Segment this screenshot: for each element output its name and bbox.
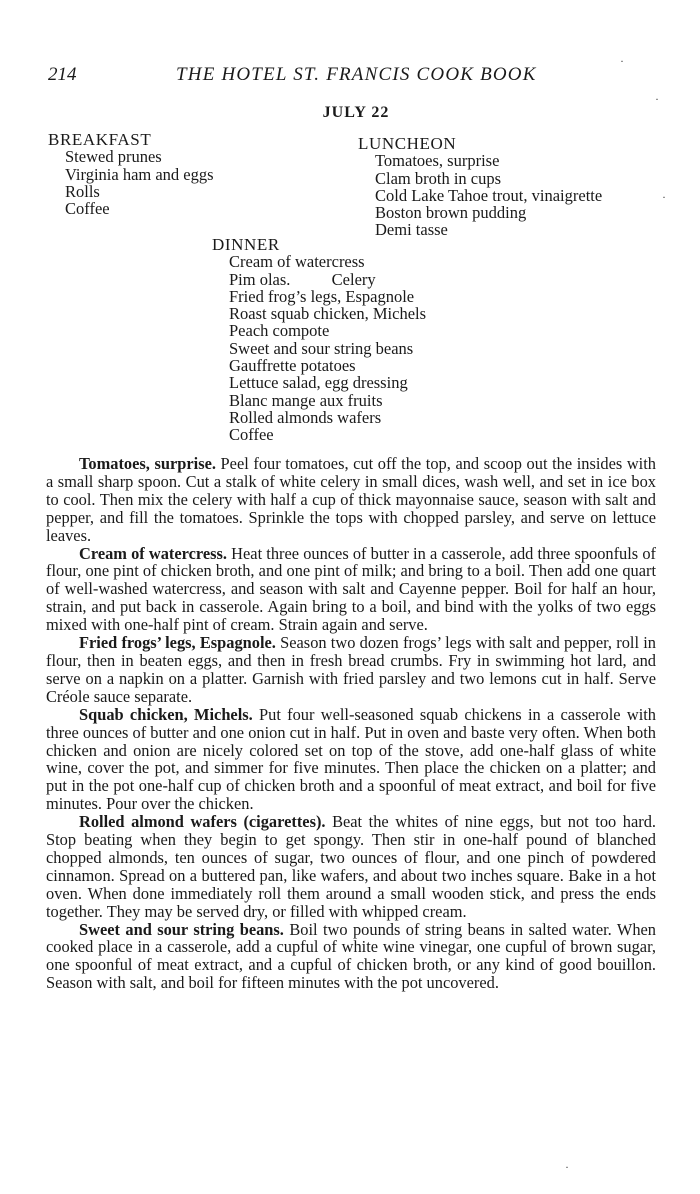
book-title: THE HOTEL ST. FRANCIS COOK BOOK <box>176 64 537 85</box>
dinner-items <box>212 253 426 443</box>
recipe-section <box>46 455 656 992</box>
menu-item: Roast squab chicken, Michels <box>229 304 427 324</box>
menu-item: Cream of watercress <box>229 252 365 272</box>
menu-item: Demi tasse <box>375 220 448 240</box>
recipe-text: Season two dozen frogs’ legs with salt and pepper, roll in flour, then in beaten eggs, and then in fresh bread crumbs. Fry in swimming hot lard, and serve on a napkin on a platter. Garnish with fried parsley and two lemons cut in half. Serve Créole sauce separate. <box>46 633 656 706</box>
running-header <box>48 64 658 92</box>
recipe-paragraph <box>46 634 656 706</box>
menu-item: Tomatoes, surprise <box>375 151 500 171</box>
speck-mark: · <box>655 92 659 106</box>
luncheon-items <box>358 152 602 238</box>
recipe-title: Tomatoes, surprise. <box>79 454 216 473</box>
recipe-paragraph <box>46 545 656 635</box>
dinner-heading: DINNER <box>212 235 280 254</box>
menu-item: Virginia ham and eggs <box>65 164 214 184</box>
recipe-paragraph <box>46 455 656 545</box>
page-number: 214 <box>48 64 77 85</box>
recipe-title: Rolled almond wafers (cigarettes). <box>79 812 326 832</box>
dinner-menu <box>212 236 426 444</box>
breakfast-menu <box>48 131 214 217</box>
recipe-paragraph <box>46 813 656 920</box>
menu-item: Peach compote <box>229 321 330 341</box>
luncheon-menu <box>358 135 602 239</box>
recipe-text: Beat the whites of nine eggs, but not too hard. Stop beating when they begin to get spongy. Then stir in one-half pound of blanched chopped almonds, ten ounces of sugar, two ounces of flour, and one pinch of powdered cinnamon. Spread on a buttered pan, like wafers, and about two inches square. Bake in a hot oven. When done immediately roll them around a small wooden stick, and press the ends together. They may be served dry, or filled with whipped cream. <box>46 812 656 921</box>
speck-mark: · <box>565 1160 569 1174</box>
recipe-paragraph <box>46 921 656 993</box>
recipe-title: Fried frogs’ legs, Espagnole. <box>79 633 276 653</box>
menu-item: Pim olas. Celery <box>229 269 376 289</box>
recipe-title: Squab chicken, Michels. <box>79 704 253 724</box>
menu-item: Boston brown pudding <box>375 203 527 223</box>
menu-item: Lettuce salad, egg dressing <box>229 373 408 393</box>
menu-item: Coffee <box>229 425 274 445</box>
speck-mark: · <box>620 54 624 68</box>
menu-item: Gauffrette potatoes <box>229 356 356 376</box>
recipe-title: Cream of watercress. <box>79 543 228 563</box>
recipe-text: Heat three ounces of butter in a casserole, add three spoonfuls of flour, one pint of chicken broth, and one pint of milk; and bring to a boil. Then add one quart of well-washed watercress, and season with salt and Cayenne pepper. Boil for half an hour, strain, and put back in casserole. Again bring to a boil, and bind with the yolks of two eggs mixed with one-half pint of cream. Strain again and serve. <box>46 543 656 635</box>
recipe-paragraph <box>46 706 656 813</box>
menu-item: Sweet and sour string beans <box>229 338 414 358</box>
luncheon-heading: LUNCHEON <box>358 134 457 153</box>
breakfast-heading: BREAKFAST <box>48 130 152 149</box>
recipe-text: Boil two pounds of string beans in salted water. When cooked place in a casserole, add a cupful of white wine vinegar, one cupful of brown sugar, one spoonful of meat extract, and a cupful of chicken broth, or any kind of good bouillon. Season with salt, and boil for fifteen minutes with the pot uncovered. <box>46 919 657 993</box>
menu-item: Fried frog’s legs, Espagnole <box>229 286 415 306</box>
recipe-text: Peel four tomatoes, cut off the top, and scoop out the insides with a small sharp spoon. Cut a stalk of white celery in small dices, wash well, and set in ice box to cool. Then mix the celery with half a cup of thick mayonnaise sauce, season with salt and pepper, and fill the tomatoes. Sprinkle the tops with chopped parsley, and serve on lettuce leaves. <box>46 454 656 545</box>
recipe-text: Put four well-seasoned squab chickens in a casserole with three ounces of butter and one onion cut in half. Put in oven and baste very often. When both chicken and onion are nicely colored set on top of the stove, add one-half glass of white wine, cover the pot, and simmer for five minutes. Then place the chicken on a platter; and put in the pot one-half cup of chicken broth and a spoonful of meat extract, and boil for five minutes. Pour over the chicken. <box>46 704 656 814</box>
menu-item: Coffee <box>65 199 110 219</box>
menu-item: Blanc mange aux fruits <box>229 390 383 410</box>
menu-item: Clam broth in cups <box>375 168 502 188</box>
menu-item: Rolled almonds wafers <box>229 407 382 427</box>
speck-mark: · <box>662 190 666 204</box>
menu-item: Cold Lake Tahoe trout, vinaigrette <box>375 185 603 205</box>
menu-item: Stewed prunes <box>65 147 162 167</box>
breakfast-items <box>48 148 214 217</box>
menu-item: Rolls <box>65 181 100 201</box>
date-heading: JULY 22 <box>322 104 390 121</box>
recipe-title: Sweet and sour string beans. <box>79 919 284 939</box>
